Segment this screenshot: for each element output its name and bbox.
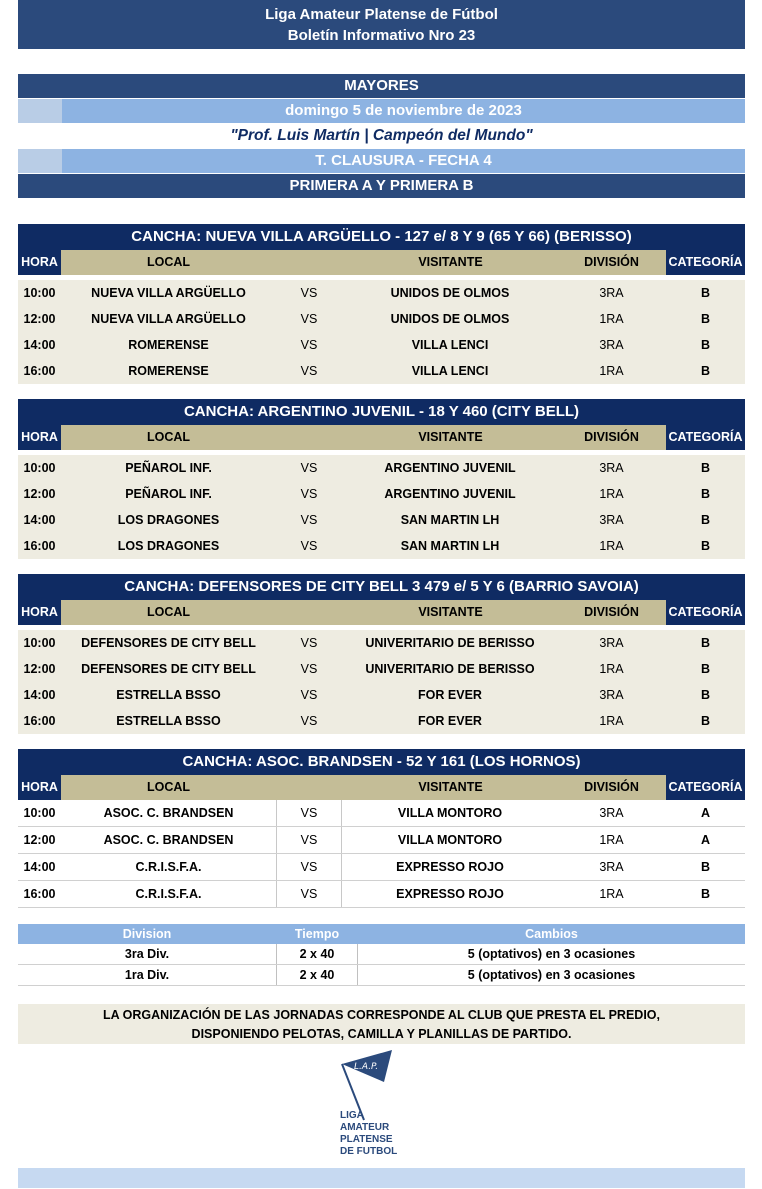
- match-division: 1RA: [599, 539, 624, 553]
- match-vs: VS: [276, 827, 342, 853]
- match-division: 3RA: [599, 338, 624, 352]
- match-categoria: B: [700, 860, 711, 874]
- match-local: ESTRELLA BSSO: [116, 688, 221, 702]
- match-division: 3RA: [599, 461, 624, 475]
- flag-text: L.A.P.: [354, 1062, 379, 1072]
- match-time: 14:00: [23, 338, 56, 352]
- match-visitante: FOR EVER: [418, 714, 482, 728]
- match-time: 16:00: [23, 714, 56, 728]
- match-visitante: VILLA MONTORO: [397, 806, 503, 820]
- match-row: [18, 656, 745, 682]
- rules-cambios: 5 (optativos) en 3 ocasiones: [467, 947, 636, 961]
- col-visitante: VISITANTE: [418, 780, 483, 794]
- rules-tiempo: 2 x 40: [276, 965, 358, 985]
- footer-bar: [18, 1168, 745, 1188]
- match-local: ROMERENSE: [128, 338, 209, 352]
- match-row: [18, 507, 745, 533]
- col-division: DIVISIÓN: [584, 255, 639, 269]
- logo-text: [340, 1110, 397, 1158]
- match-time: 16:00: [23, 364, 56, 378]
- column-header-row: [18, 425, 745, 450]
- match-categoria: B: [700, 539, 711, 553]
- match-categoria: B: [700, 513, 711, 527]
- match-time: 14:00: [23, 860, 56, 874]
- rules-tiempo-header: Tiempo: [294, 927, 340, 941]
- match-categoria: B: [700, 461, 711, 475]
- match-vs: VS: [276, 854, 342, 880]
- match-time: 12:00: [23, 662, 56, 676]
- match-vs: VS: [300, 636, 318, 650]
- category-band: [18, 74, 745, 98]
- venue-section: [18, 574, 745, 734]
- col-local: LOCAL: [146, 255, 191, 269]
- col-local: LOCAL: [146, 430, 191, 444]
- column-header-row: [18, 250, 745, 275]
- match-division: 3RA: [599, 860, 624, 874]
- match-local: NUEVA VILLA ARGÜELLO: [91, 312, 246, 326]
- tribute-band: [18, 124, 745, 148]
- match-row: [18, 630, 745, 656]
- match-division: 1RA: [599, 887, 624, 901]
- match-time: 12:00: [23, 312, 56, 326]
- rules-cambios: 5 (optativos) en 3 ocasiones: [467, 968, 636, 982]
- match-categoria: B: [700, 662, 711, 676]
- match-division: 3RA: [599, 513, 624, 527]
- match-categoria: B: [700, 487, 711, 501]
- venue-section: [18, 749, 745, 908]
- match-vs: VS: [300, 461, 318, 475]
- match-row: [18, 708, 745, 734]
- rules-division: 1ra Div.: [124, 968, 170, 982]
- col-visitante: VISITANTE: [418, 430, 483, 444]
- tournament-band: [62, 149, 745, 173]
- match-division: 3RA: [599, 688, 624, 702]
- match-division: 1RA: [599, 662, 624, 676]
- league-name: Liga Amateur Platense de Fútbol: [265, 6, 498, 23]
- rules-row: [18, 944, 745, 965]
- col-local: LOCAL: [146, 780, 191, 794]
- col-visitante: VISITANTE: [418, 605, 483, 619]
- match-division: 3RA: [599, 286, 624, 300]
- match-vs: VS: [300, 714, 318, 728]
- bulletin-header: [18, 0, 745, 49]
- col-categoria: CATEGORÍA: [666, 600, 745, 625]
- match-time: 12:00: [23, 833, 56, 847]
- match-visitante: FOR EVER: [418, 688, 482, 702]
- venue-title: CANCHA: ARGENTINO JUVENIL - 18 Y 460 (CITY BELL): [18, 399, 745, 425]
- col-division: DIVISIÓN: [584, 430, 639, 444]
- match-vs: VS: [300, 539, 318, 553]
- col-hora: HORA: [18, 250, 61, 275]
- col-hora: HORA: [18, 425, 61, 450]
- match-row: [18, 682, 745, 708]
- match-division: 1RA: [599, 487, 624, 501]
- match-time: 16:00: [23, 539, 56, 553]
- decor-cell: [18, 149, 62, 173]
- match-visitante: SAN MARTIN LH: [400, 539, 500, 553]
- match-vs: VS: [276, 881, 342, 907]
- match-visitante: VILLA MONTORO: [397, 833, 503, 847]
- match-vs: VS: [300, 286, 318, 300]
- match-row: [18, 533, 745, 559]
- rules-tiempo: 2 x 40: [276, 944, 358, 964]
- match-visitante: ARGENTINO JUVENIL: [384, 461, 516, 475]
- match-visitante: UNIVERITARIO DE BERISSO: [365, 662, 535, 676]
- match-time: 10:00: [23, 461, 56, 475]
- match-local: ROMERENSE: [128, 364, 209, 378]
- match-time: 10:00: [23, 636, 56, 650]
- match-time: 16:00: [23, 887, 56, 901]
- column-header-row: [18, 600, 745, 625]
- match-local: C.R.I.S.F.A.: [135, 887, 202, 901]
- match-visitante: EXPRESSO ROJO: [396, 887, 504, 901]
- match-visitante: EXPRESSO ROJO: [396, 860, 504, 874]
- venue-section: [18, 399, 745, 559]
- rules-table: [18, 924, 745, 986]
- rules-division: 3ra Div.: [124, 947, 170, 961]
- match-division: 1RA: [599, 364, 624, 378]
- rules-row: [18, 965, 745, 986]
- match-vs: VS: [300, 662, 318, 676]
- match-categoria: B: [700, 688, 711, 702]
- match-local: ASOC. C. BRANDSEN: [103, 806, 234, 820]
- tribute-label: "Prof. Luis Martín | Campeón del Mundo": [230, 127, 533, 144]
- match-time: 12:00: [23, 487, 56, 501]
- match-visitante: UNIVERITARIO DE BERISSO: [365, 636, 535, 650]
- tournament-label: T. CLAUSURA - FECHA 4: [315, 152, 492, 169]
- rules-header: [18, 924, 745, 944]
- match-categoria: B: [700, 364, 711, 378]
- bulletin-number: Boletín Informativo Nro 23: [287, 27, 476, 44]
- match-visitante: ARGENTINO JUVENIL: [384, 487, 516, 501]
- match-vs: VS: [300, 487, 318, 501]
- column-header-row: [18, 775, 745, 800]
- match-local: PEÑAROL INF.: [125, 461, 212, 475]
- col-local: LOCAL: [146, 605, 191, 619]
- organization-notice: [18, 1004, 745, 1044]
- col-categoria: CATEGORÍA: [666, 775, 745, 800]
- logo-line: PLATENSE: [340, 1134, 393, 1145]
- venue-title: CANCHA: ASOC. BRANDSEN - 52 Y 161 (LOS HORNOS): [18, 749, 745, 775]
- match-vs: VS: [300, 513, 318, 527]
- match-division: 1RA: [599, 833, 624, 847]
- match-time: 14:00: [23, 688, 56, 702]
- match-row: [18, 827, 745, 854]
- match-time: 14:00: [23, 513, 56, 527]
- col-division: DIVISIÓN: [584, 605, 639, 619]
- match-division: 1RA: [599, 312, 624, 326]
- match-categoria: B: [700, 312, 711, 326]
- match-local: PEÑAROL INF.: [125, 487, 212, 501]
- match-row: [18, 854, 745, 881]
- match-vs: VS: [276, 800, 342, 826]
- match-vs: VS: [300, 338, 318, 352]
- match-row: [18, 306, 745, 332]
- match-visitante: VILLA LENCI: [411, 338, 489, 352]
- logo-line: AMATEUR: [340, 1122, 390, 1133]
- col-hora: HORA: [18, 600, 61, 625]
- date-label: domingo 5 de noviembre de 2023: [285, 102, 522, 119]
- decor-cell: [18, 99, 62, 123]
- match-time: 10:00: [23, 286, 56, 300]
- match-visitante: SAN MARTIN LH: [400, 513, 500, 527]
- col-division: DIVISIÓN: [584, 780, 639, 794]
- divisions-label: PRIMERA A Y PRIMERA B: [289, 177, 474, 194]
- match-row: [18, 800, 745, 827]
- match-row: [18, 455, 745, 481]
- logo-line: LIGA: [340, 1110, 364, 1121]
- match-vs: VS: [300, 688, 318, 702]
- match-categoria: B: [700, 636, 711, 650]
- match-division: 3RA: [599, 636, 624, 650]
- match-row: [18, 280, 745, 306]
- match-local: LOS DRAGONES: [117, 539, 220, 553]
- rules-cambios-header: Cambios: [525, 927, 578, 941]
- logo-line: DE FUTBOL: [340, 1146, 398, 1157]
- match-vs: VS: [300, 364, 318, 378]
- match-local: DEFENSORES DE CITY BELL: [81, 662, 256, 676]
- col-hora: HORA: [18, 775, 61, 800]
- date-band: [62, 99, 745, 123]
- match-row: [18, 881, 745, 908]
- match-visitante: VILLA LENCI: [411, 364, 489, 378]
- category-label: MAYORES: [344, 77, 419, 94]
- venue-title: CANCHA: NUEVA VILLA ARGÜELLO - 127 e/ 8 Y 9 (65 Y 66) (BERISSO): [18, 224, 745, 250]
- rules-division-header: Division: [122, 927, 172, 941]
- match-local: ESTRELLA BSSO: [116, 714, 221, 728]
- match-local: LOS DRAGONES: [117, 513, 220, 527]
- match-local: DEFENSORES DE CITY BELL: [81, 636, 256, 650]
- match-row: [18, 481, 745, 507]
- match-division: 3RA: [599, 806, 624, 820]
- match-visitante: UNIDOS DE OLMOS: [390, 286, 510, 300]
- match-time: 10:00: [23, 806, 56, 820]
- match-local: NUEVA VILLA ARGÜELLO: [91, 286, 246, 300]
- match-categoria: A: [700, 833, 711, 847]
- venue-section: [18, 224, 745, 384]
- match-row: [18, 358, 745, 384]
- match-categoria: B: [700, 714, 711, 728]
- col-categoria: CATEGORÍA: [666, 250, 745, 275]
- notice-line-2: DISPONIENDO PELOTAS, CAMILLA Y PLANILLAS DE PARTIDO.: [191, 1027, 572, 1041]
- match-visitante: UNIDOS DE OLMOS: [390, 312, 510, 326]
- notice-line-1: LA ORGANIZACIÓN DE LAS JORNADAS CORRESPONDE AL CLUB QUE PRESTA EL PREDIO,: [103, 1008, 660, 1022]
- match-categoria: B: [700, 887, 711, 901]
- match-vs: VS: [300, 312, 318, 326]
- match-categoria: A: [700, 806, 711, 820]
- match-row: [18, 332, 745, 358]
- col-categoria: CATEGORÍA: [666, 425, 745, 450]
- match-categoria: B: [700, 286, 711, 300]
- match-categoria: B: [700, 338, 711, 352]
- match-division: 1RA: [599, 714, 624, 728]
- col-visitante: VISITANTE: [418, 255, 483, 269]
- match-local: ASOC. C. BRANDSEN: [103, 833, 234, 847]
- match-local: C.R.I.S.F.A.: [135, 860, 202, 874]
- venue-title: CANCHA: DEFENSORES DE CITY BELL 3 479 e/ 5 Y 6 (BARRIO SAVOIA): [18, 574, 745, 600]
- divisions-band: [18, 174, 745, 198]
